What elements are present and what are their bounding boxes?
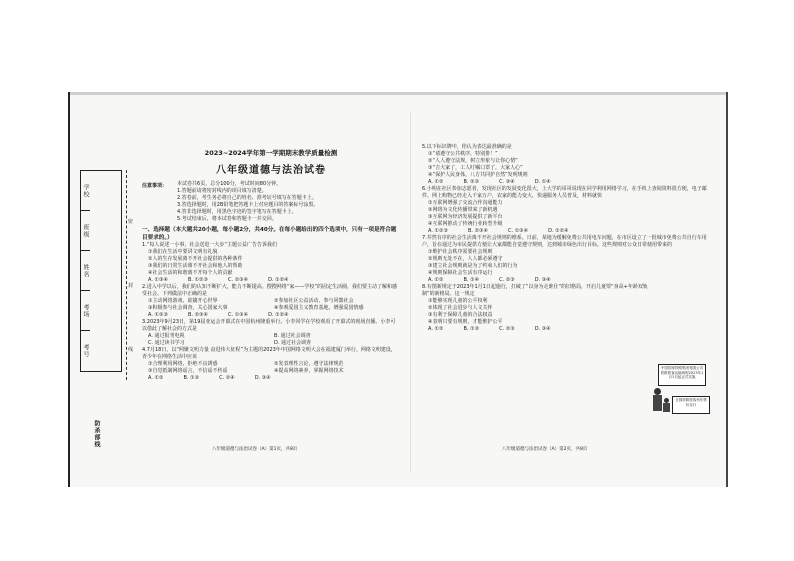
question-option: ①能够实现儿童的公平权利 [428, 298, 488, 304]
answer-choice: A. 通过报刊电视 [148, 333, 185, 339]
answer-choice: D. ③④ [534, 277, 551, 283]
section-one-heading: 一、选择题（本大题共20小题，每小题2分，共40分。在每小题给出的四个选项中，只有一项是符合题目要求的。） [142, 227, 397, 241]
question-option: ③互联网为经济发展提供了新平台 [428, 214, 503, 220]
answer-choice: D. ③④ [254, 375, 271, 381]
question-option: ③我们的日常生活离不开社会和他人的帮助 [148, 263, 243, 269]
answer-choice: C. ②④ [219, 375, 235, 381]
answer-choices [148, 333, 400, 347]
answer-choice: C. ②③ [499, 277, 515, 283]
info-field-school: 学校 [81, 171, 90, 211]
info-field-number: 考号 [82, 344, 89, 358]
question-option: ③有利于保障儿童的合法权益 [428, 312, 493, 318]
answer-choices [428, 228, 712, 235]
seal-mark-mi: 密 [128, 219, 134, 225]
question-option: ②人的生存发展离不开社会提供的各种条件 [148, 256, 243, 262]
answer-choice: B. 通过社会调查 [274, 333, 311, 339]
question-option: ③自觉抵制网络谣言，不信谣不传谣 [148, 368, 228, 374]
left-page [142, 140, 400, 452]
answer-choice: A. ①③④ [148, 277, 168, 283]
question-5 [422, 144, 712, 186]
notice-heading: 注意事项： [142, 183, 168, 189]
seal-dashed-line [126, 170, 127, 380]
question-option: ①我们在生活中要讲文明有礼貌 [148, 249, 218, 255]
question-2 [142, 284, 400, 319]
answer-choice: B. ①③ [183, 375, 200, 381]
answer-choice: B. ②③④ [187, 312, 209, 318]
question-option: ②参加社区公益活动，参与回馈社会 [274, 298, 354, 304]
question-option: ④“保护人民身体，八方共同护自然”发明规则 [428, 172, 528, 178]
question-stem: 1.“每人说述一小事，社会送进一大步”主题公益广告告诉我们 [142, 242, 277, 248]
question-option: ②“人人遵守法规，树立形象与让你心情” [428, 158, 518, 164]
answer-choice: D. ①④ [534, 179, 551, 185]
binding-margin [80, 152, 134, 452]
answer-choices [428, 277, 712, 284]
answer-choice: C. ②③④ [228, 277, 249, 283]
question-options [148, 361, 400, 375]
answer-choice: B. ①③ [463, 326, 480, 332]
answer-choice: C. ①③④ [508, 228, 529, 234]
info-field-class: 班级 [81, 211, 90, 251]
question-option: ①主动网络游戏、欲擒开心世界 [148, 298, 218, 304]
answer-choice: A. ①② [428, 277, 444, 283]
question-option: ④参观爱国主义教育基地，增强爱国情感 [274, 305, 364, 311]
question-stem: 7.井然有序的社会生活离不开社会规则的维系。日前，某地为缓解免费公共用电车问题，在市区设立了一批城市免费公共自行车用户，旨在通过为市民提供方便让大家都能自觉遵守规则，达到城市绿色出行目标。这些规则对公众日常使用带来的 [422, 235, 707, 248]
child-figure-body [663, 403, 670, 412]
question-stem: 2.进入中学以后，我们的认知不断扩大，能力不断提高。搜搜网络“家——学校”的固定生活圈，我们要主动了解和感受社会。下列做法中正确的是 [142, 284, 397, 297]
right-page [422, 140, 712, 452]
question-option: ③“吉大家了，工人叮嘱口罩了，大家人心” [428, 165, 523, 171]
question-option: ②体现了社会进步与人文关怀 [428, 305, 493, 311]
info-field-name: 姓名 [81, 251, 90, 291]
question-stem: 5.以下标识牌中，你认为表达最准确的是 [422, 144, 512, 150]
answer-choice: D. ①②④ [268, 277, 289, 283]
student-info-table [80, 170, 122, 372]
question-option: ②规则无处不在，人人都必须遵守 [428, 256, 503, 262]
answer-choice: A. ①② [148, 375, 164, 381]
illustration-sign-top: 中国国家铁路集团有限公司铁路旅客运输规程2023年1月1日起正式实施 [658, 364, 706, 386]
notice-block [142, 181, 400, 223]
notice-line: 4.答非选择题时，用黑色字迹的签字笔写在答题卡上。 [177, 209, 297, 215]
page-footer: 八年级道德与法治试卷（A）第2页，共8页 [502, 447, 588, 452]
question-3 [142, 319, 400, 347]
answer-choice: C. 通过读书学习 [148, 340, 185, 346]
question-6 [422, 186, 712, 235]
question-7 [422, 235, 712, 284]
answer-choice: A. ①② [428, 326, 444, 332]
answer-choice: A. ①② [428, 179, 444, 185]
answer-choices [148, 312, 400, 319]
question-options [148, 298, 400, 312]
question-4 [142, 347, 400, 382]
question-option: ④表明只要有规则，才能维护公平 [428, 319, 503, 325]
answer-choices [148, 277, 400, 284]
question-option: ①互联网增强了交流合作沟通能力 [428, 200, 503, 206]
seal-mark-xian: 线 [128, 347, 134, 353]
answer-choice: D. ①②④ [268, 312, 289, 318]
binding-vertical-note: 防杀部线 [93, 420, 100, 448]
answer-choice: A. ①②③ [428, 228, 448, 234]
adult-figure-head [654, 388, 661, 395]
seal-mark-feng: 封 [128, 283, 134, 289]
notice-line: 2.答卷前，考生务必将自己的姓名、准考证号填写在答题卡上。 [177, 195, 317, 201]
question-option: ①合理利用网络，拒绝不良诱惑 [148, 361, 218, 367]
exam-subject: 八年级道德与法治试卷 [216, 165, 326, 176]
answer-choice: C. ③④ [499, 179, 515, 185]
question-option: ④提高网络素养，掌握网络技术 [274, 368, 344, 374]
question-stem: 8.有图新规定于2023年1月1日起施行，打破了“以身为走谁仕”的旧格局，开启儿童票“身高+年龄双轨制”的新格局。这一规定 [422, 284, 648, 297]
question-option: ①“请遵守公共秩序，特别排！” [428, 151, 498, 157]
answer-choices [428, 179, 712, 186]
question-option: ①维护社会秩序需要社会规则 [428, 249, 493, 255]
question-stem: 4.7月18日，以“网聚文明力量 奋进伟大征程”为主题的2023年中国网络文明大会在福建厦门举行。网络文明建设，青少年在网络生活中应该 [142, 347, 396, 360]
answer-choice: B. ②③④ [467, 228, 489, 234]
exam-title: 2023~2024学年第一学期期末教学质量检测 [204, 149, 338, 157]
answer-choice: B. ①④ [463, 277, 480, 283]
answer-choice: D. ①②④ [548, 228, 569, 234]
notice-lines [177, 181, 318, 223]
adult-figure-body [653, 395, 662, 411]
question-1 [142, 242, 400, 284]
notice-line: 本试卷共6页，总分100分，考试时间80分钟。 [177, 181, 282, 187]
question-8 [422, 284, 648, 333]
answer-choice: B. ①②③ [187, 277, 209, 283]
question-stem: 3.2023年9月23日，第19届亚运会开幕式在中国杭州隆重举行。小李同学在学校观看了开幕式的现场直播。小李可以借此了解社会的方式是 [142, 319, 396, 332]
info-field-room: 考场 [81, 291, 90, 331]
notice-line: 1.答题前请将密封线内的项目填写清楚。 [177, 188, 267, 194]
notice-line: 5.考试结束后，将本试卷和答题卡一并交回。 [177, 216, 277, 222]
scan-edge [70, 92, 726, 95]
question-option: ②网络为文化传播带来了新机遇 [428, 207, 498, 213]
question-option: ④规则保障社会生活有序运行 [428, 270, 493, 276]
answer-choice: B. ②③ [463, 179, 480, 185]
answer-choice: C. ①③④ [228, 312, 249, 318]
answer-choices [148, 375, 400, 382]
question-option: ④社会生活的和谐离不开每个人的贡献 [148, 270, 233, 276]
question-stem: 6.小明在社区参加志愿者，发现社区的发展变化很大，上大学的哥哥说现在同学利用网络学习，在手机上查阅资料很方便，电子邮件、网上购物已经走入千家万户，农家的能力变大，快递服务人员普及，材料就快 [422, 186, 707, 199]
question-option: ③建立社会规则就是为了约束人们的行为 [428, 263, 518, 269]
railway-ticket-illustration [652, 364, 710, 416]
answer-choice: C. ②③ [499, 326, 515, 332]
illustration-sign-bottom: 全国铁路旅客列车票价实行 [672, 396, 710, 414]
answer-choice: D. ③④ [534, 326, 551, 332]
page-footer: 八年级道德与法治试卷（A）第1页，共8页 [212, 447, 298, 452]
question-option: ②发表理性言论，遵守法律规范 [274, 361, 344, 367]
scanned-exam-sheet [68, 92, 728, 487]
page-fold-line [410, 112, 411, 472]
question-option: ④互联网推动了传统行业转型升级 [428, 221, 503, 227]
answer-choice: D. 通过社会调查 [274, 340, 312, 346]
answer-choice: A. ①②③ [148, 312, 168, 318]
answer-choices [428, 326, 648, 333]
notice-line: 3.答选择题时，用2B铅笔把答题卡上对应题目的答案标号涂黑。 [177, 202, 319, 208]
question-option: ③积极参与社会调查，关心国家大事 [148, 305, 228, 311]
